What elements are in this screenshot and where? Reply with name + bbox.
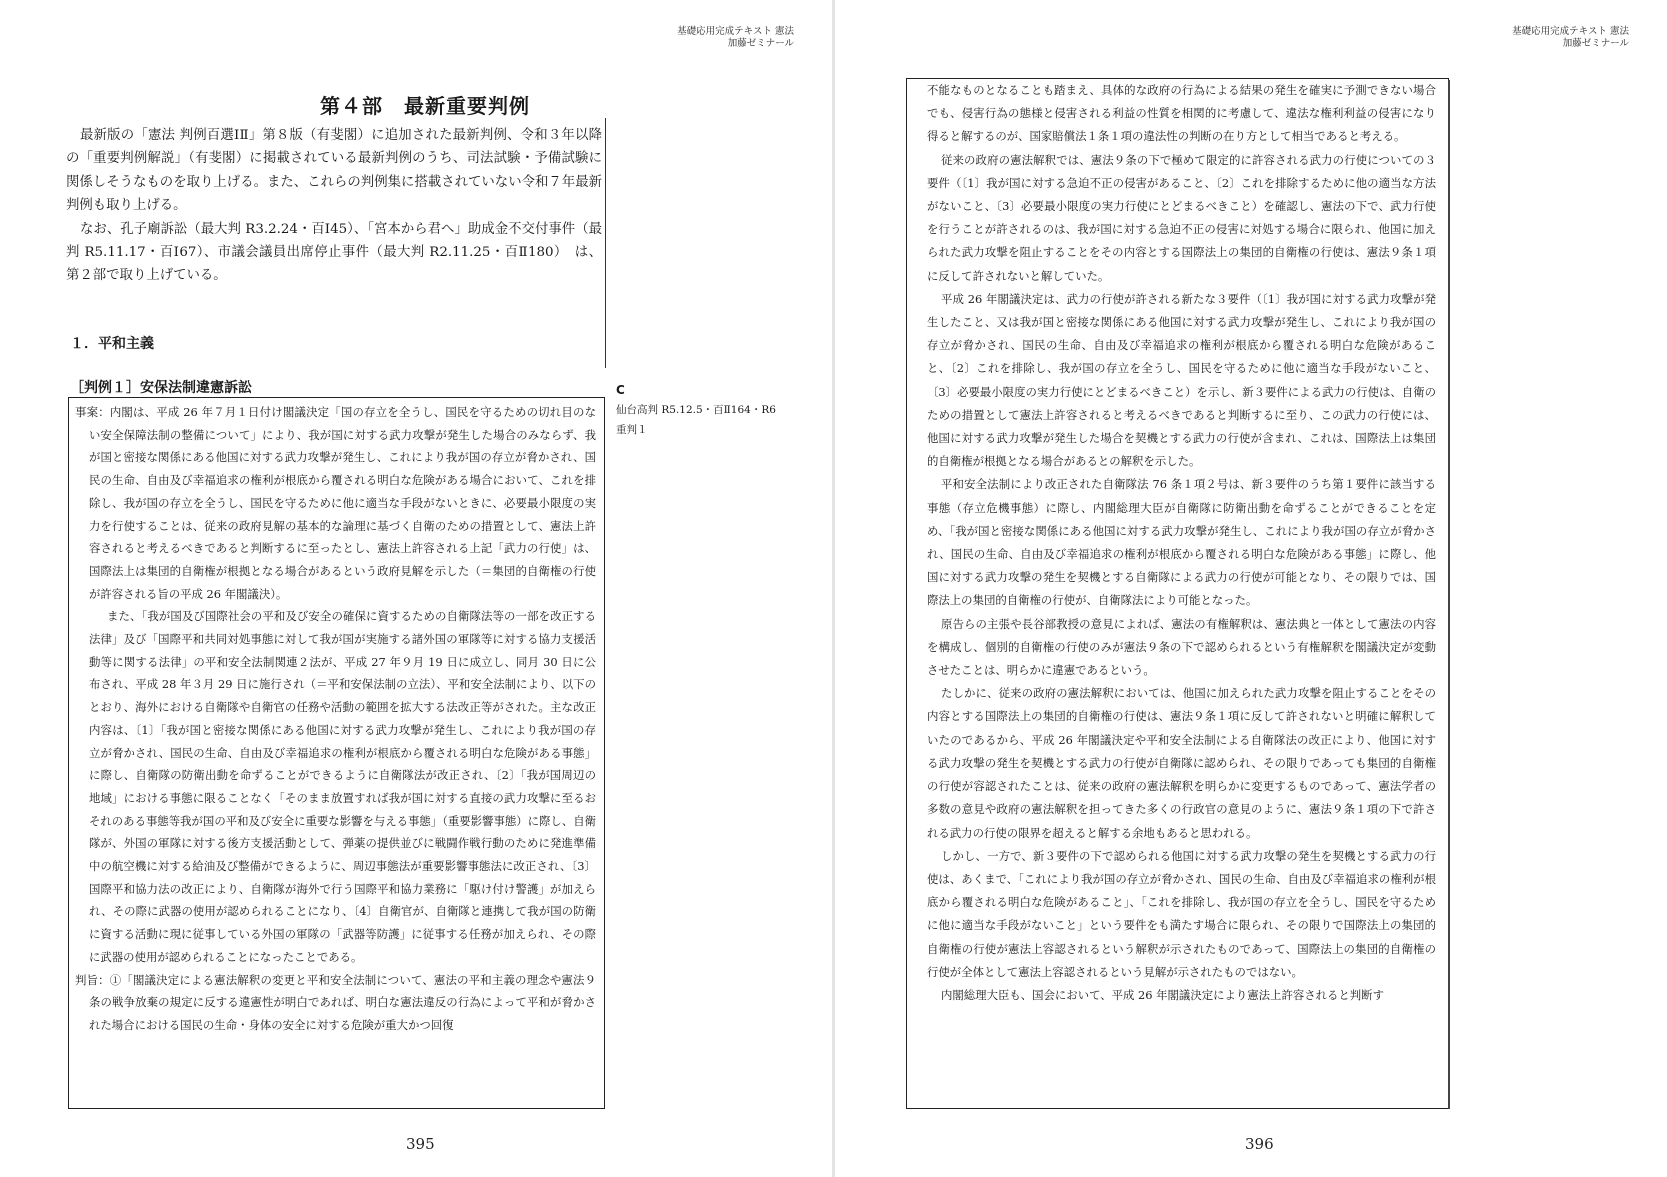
page-header [677,26,794,50]
header-book-title: 基礎応用完成テキスト 憲法 [1512,26,1629,37]
body-paragraph: しかし、一方で、新３要件の下で認められる他国に対する武力攻撃の発生を契機とする武力の行使は、あくまで、「これにより我が国の存立が脅かされ、国民の生命、自由及び幸福追求の権利が根底から覆される明白な危険があること」、「これを排除し、我が国の存立を全うし、国民を守るために他に適当な手段がないこと」という要件をも満たす場合に限られ、その限りで国際法上の集団的自衛権の行使が憲法上容認されるという解釈が示されたものであって、国際法上の集団的自衛権の行使が全体として憲法上容認されるという見解が示されたものではない。 [927,848,1436,979]
left-page [0,0,832,1177]
side-note [616,380,776,440]
body-paragraph: 平和安全法制により改正された自衛隊法 76 条１項２号は、新３要件のうち第１要件に該当する事態（存立危機事態）に際し、内閣総理大臣が自衛隊に防衛出動を命ずることができることを定め、「我が国と密接な関係にある他国に対する武力攻撃が発生し、これにより我が国の存立が脅かされ、国民の生命、自由及び幸福追求の権利が根底から覆される明白な危険がある事態」に際し、他国に対する武力攻撃の発生を契機とする自衛隊による武力の行使が可能となり、その限りでは、国際法上の集団的自衛権の行使が、自衛隊法により可能となった。 [927,477,1436,608]
header-publisher: 加藤ゼミナール [727,38,794,49]
body-paragraph: 原告らの主張や長谷部教授の意見によれば、憲法の有権解釈は、憲法典と一体として憲法の内容を構成し、個別的自衛権の行使のみが憲法９条の下で認められるという有権解釈を閣議決定が変動させたことは、明らかに違憲であるという。 [927,616,1436,678]
case-citation: 仙台高判 R5.12.5・百Ⅱ164・R6 重判１ [616,404,776,436]
header-publisher: 加藤ゼミナール [1562,38,1629,49]
page-number: 395 [406,1135,435,1153]
body-paragraph: たしかに、従来の政府の憲法解釈においては、他国に加えられた武力攻撃を阻止することをその内容とする国際法上の集団的自衛権の行使は、憲法９条１項に反して許されないと明確に解釈していたのであるから、平成 26 年閣議決定や平和安全法制による自衛隊法の改正により、他国に対する武力攻撃の発生を契機とする武力の行使が自衛隊に認められ、その限りであっても集団的自衛権の行使が容認されたことは、従来の政府の憲法解釈を明らかに変更するものであって、憲法学者の多数の意見や政府の憲法解釈を担ってきた多くの行政官の意見のように、憲法９条１項の下で許される武力の行使の限界を超えると解する余地もあると思われる。 [927,686,1436,840]
right-page [835,0,1667,1177]
case-box [68,397,605,1109]
intro-text [66,124,602,288]
intro-paragraph: 最新版の「憲法 判例百選ⅠⅡ」第８版（有斐閣）に追加された最新判例、令和３年以降の「重要判例解説」（有斐閣）に掲載されている最新判例のうち、司法試験・予備試験に関係しそうなものを取り上げる。また、これらの判例集に搭載されていない令和７年最新判例も取り上げる。 [66,128,602,214]
case-facts: 事案：内閣は、平成 26 年７月１日付け閣議決定「国の存立を全うし、国民を守るための切れ目のない安全保障法制の整備について」により、我が国に対する武力攻撃が発生した場合のみならず、我が国と密接な関係にある他国に対する武力攻撃が発生し、これにより我が国の存立が脅かされ、国民の生命、自由及び幸福追求の権利が根底から覆される明白な危険がある場合において、これを排除し、我が国の存立を全うし、国民を守るために他に適当な手段がないときに、必要最小限度の実力を行使することは、従来の政府見解の基本的な論理に基づく自衛のための措置として、憲法上許容されると考えるべきであると判断するに至ったとし、憲法上許容される上記「武力の行使」は、国際法上は集団的自衛権が根拠となる場合があるという政府見解を示した（＝集団的自衛権の行使が許容される旨の平成 26 年閣議決）。 [75,405,596,601]
box-shadow-edge [1448,80,1450,1109]
page-number: 396 [1245,1135,1274,1153]
section-heading: １．平和主義 [70,336,154,352]
body-paragraph: 従来の政府の憲法解釈では、憲法９条の下で極めて限定的に許容される武力の行使についての３要件（〔1〕我が国に対する急迫不正の侵害があること、〔2〕これを排除するために他の適当な方法がないこと、〔3〕必要最小限度の実力行使にとどまるべきこと）を確認し、憲法の下で、武力行使を行うことが許されるのは、我が国に対する急迫不正の侵害に対処する場合に限られ、他国に加えられた武力攻撃を阻止することをその内容とする国際法上の集団的自衛権の行使は、憲法９条１項に反して許されないと解していた。 [927,152,1436,283]
case-box-continued [906,78,1449,1109]
body-paragraph: 不能なものとなることも踏まえ、具体的な政府の行為による結果の発生を確実に予測できない場合でも、侵害行為の態様と侵害される利益の性質を相関的に考慮して、違法な権利利益の侵害になり得ると解するのが、国家賠償法１条１項の違法性の判断の在り方として相当であると考える。 [927,83,1436,144]
case-heading: ［判例１］安保法制違憲訴訟 [70,380,252,396]
body-paragraph: 平成 26 年閣議決定は、武力の行使が許される新たな３要件（〔1〕我が国に対する武力攻撃が発生したこと、又は我が国と密接な関係にある他国に対する武力攻撃が発生し、これにより我が国の存立が脅かされ、国民の生命、自由及び幸福追求の権利が根底から覆される明白な危険があること、〔2〕これを排除し、我が国の存立を全うし、国民を守るために他に適当な手段がないこと、〔3〕必要最小限度の実力行使にとどまるべきこと）を示し、新３要件による武力の行使は、自衛のための措置として憲法上許容されると考えるべきであると判断するに至り、この武力の行使には、他国に対する武力攻撃が発生した場合を契機とする武力の行使が含まれ、これは、国際法上は集団的自衛権が根拠となる場合があるとの解釈を示した。 [927,291,1436,469]
body-paragraph: 内閣総理大臣も、国会において、平成 26 年閣議決定により憲法上許容されると判断す [941,987,1384,1002]
margin-rule [605,118,606,368]
importance-rank: C [616,383,625,397]
case-facts-continued: また、「我が国及び国際社会の平和及び安全の確保に資するための自衛隊法等の一部を改正する法律」及び「国際平和共同対処事態に対して我が国が実施する諸外国の軍隊等に対する協力支援活動等に関する法律」の平和安全法制関連２法が、平成 27 年９月 19 日に成立し、同月 30 日に公布され、平成 28 年３月 29 日に施行され（＝平和安保法制の立法）、平和安全法制により、以下のとおり、海外における自衛隊や自衛官の任務や活動の範囲を拡大する法改正等がされた。主な改正内容は、〔1〕「我が国と密接な関係にある他国に対する武力攻撃が発生し、これにより我が国の存立が脅かされ、国民の生命、自由及び幸福追求の権利が根底から覆される明白な危険がある事態」に際し、自衛隊の防衛出動を命ずることができるように自衛隊法が改正され、〔2〕「我が国周辺の地域」における事態に限ることなく「そのまま放置すれば我が国に対する直接の武力攻撃に至るおそれのある事態等我が国の平和及び安全に重要な影響を与える事態」（重要影響事態）に際し、自衛隊が、外国の軍隊に対する後方支援活動として、弾薬の提供並びに戦闘作戦行動のために発進準備中の航空機に対する給油及び整備ができるように、周辺事態法が重要影響事態法に改正され、〔3〕国際平和協力法の改正により、自衛隊が海外で行う国際平和協力業務に「駆け付け警護」が加えられ、その際に武器の使用が認められることになり、〔4〕自衛官が、自衛隊と連携して我が国の防衛に資する活動に現に従事している外国の軍隊の「武器等防護」に従事する任務が加えられ、その際に武器の使用が認められることになったことである。 [89,609,596,964]
part-title: 第４部 最新重要判例 [320,94,530,118]
page-header [1512,26,1629,50]
header-book-title: 基礎応用完成テキスト 憲法 [677,26,794,37]
intro-paragraph: なお、孔子廟訴訟（最大判 R3.2.24・百Ⅰ45）、「宮本から君へ」助成金不交付事件（最判 R5.11.17・百Ⅰ67）、市議会議員出席停止事件（最大判 R2.11.25・百Ⅱ180） は、第２部で取り上げている。 [66,221,602,284]
case-holding: 判旨：①「閣議決定による憲法解釈の変更と平和安全法制について、憲法の平和主義の理念や憲法９条の戦争放棄の規定に反する違憲性が明白であれば、明白な憲法違反の行為によって平和が脅かされた場合における国民の生命・身体の安全に対する危険が重大かつ回復 [75,972,596,1032]
